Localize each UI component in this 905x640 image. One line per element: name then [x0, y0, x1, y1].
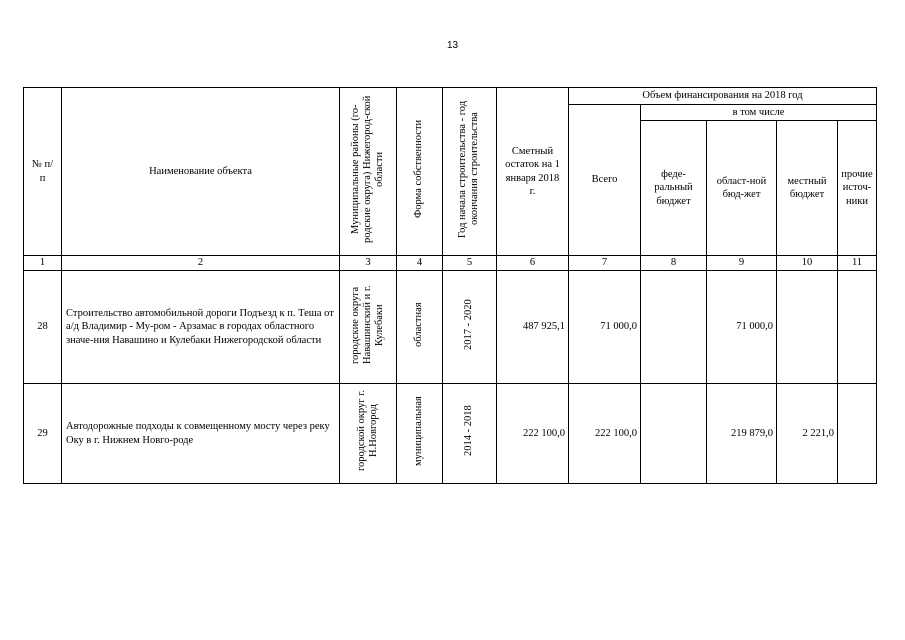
column-numbers-row	[24, 256, 877, 271]
row-ownership: областная	[397, 271, 443, 384]
col-number: 9	[707, 256, 777, 271]
row-district: городской округ г. Н.Новгород	[340, 384, 397, 484]
row-object-name: Строительство автомобильной дороги Подъезд к п. Теша от а/д Владимир - Му-ром - Арзамас в городах областного значе-ния Навашино и Кулебаки Нижегородской области	[62, 271, 340, 384]
col-number: 3	[340, 256, 397, 271]
header-including: в том числе	[641, 105, 877, 121]
row-balance: 487 925,1	[497, 271, 569, 384]
row-ownership: муниципальная	[397, 384, 443, 484]
financing-table	[23, 87, 877, 484]
row-other	[838, 384, 877, 484]
header-years: Год начала строительства - год окончания строительства	[443, 88, 497, 256]
row-district: городские округа Навашинский и г. Кулебаки	[340, 271, 397, 384]
col-number: 10	[777, 256, 838, 271]
header-num: № п/п	[24, 88, 62, 256]
header-row-1	[24, 88, 877, 105]
row-federal	[641, 384, 707, 484]
col-number: 5	[443, 256, 497, 271]
row-years: 2017 - 2020	[443, 271, 497, 384]
row-num: 29	[24, 384, 62, 484]
header-balance: Сметный остаток на 1 января 2018 г.	[497, 88, 569, 256]
header-total: Всего	[569, 105, 641, 256]
col-number: 8	[641, 256, 707, 271]
row-regional: 71 000,0	[707, 271, 777, 384]
row-years: 2014 - 2018	[443, 384, 497, 484]
header-regional: област-ной бюд-жет	[707, 121, 777, 256]
col-number: 1	[24, 256, 62, 271]
header-ownership: Форма собственности	[397, 88, 443, 256]
row-other	[838, 271, 877, 384]
page-number: 13	[446, 40, 459, 51]
table-row	[24, 384, 877, 484]
col-number: 6	[497, 256, 569, 271]
col-number: 4	[397, 256, 443, 271]
row-local: 2 221,0	[777, 384, 838, 484]
row-num: 28	[24, 271, 62, 384]
header-local: местный бюджет	[777, 121, 838, 256]
table-row	[24, 271, 877, 384]
row-federal	[641, 271, 707, 384]
row-total: 222 100,0	[569, 384, 641, 484]
row-total: 71 000,0	[569, 271, 641, 384]
row-regional: 219 879,0	[707, 384, 777, 484]
header-federal: феде-ральный бюджет	[641, 121, 707, 256]
row-object-name: Автодорожные подходы к совмещенному мосту через реку Оку в г. Нижнем Новго-роде	[62, 384, 340, 484]
col-number: 7	[569, 256, 641, 271]
header-district: Муниципальные районы (го-родские округа) Нижегород-ской области	[340, 88, 397, 256]
col-number: 11	[838, 256, 877, 271]
header-name: Наименование объекта	[62, 88, 340, 256]
header-financing: Объем финансирования на 2018 год	[569, 88, 877, 105]
row-local	[777, 271, 838, 384]
row-balance: 222 100,0	[497, 384, 569, 484]
col-number: 2	[62, 256, 340, 271]
header-other: прочие источ-ники	[838, 121, 877, 256]
